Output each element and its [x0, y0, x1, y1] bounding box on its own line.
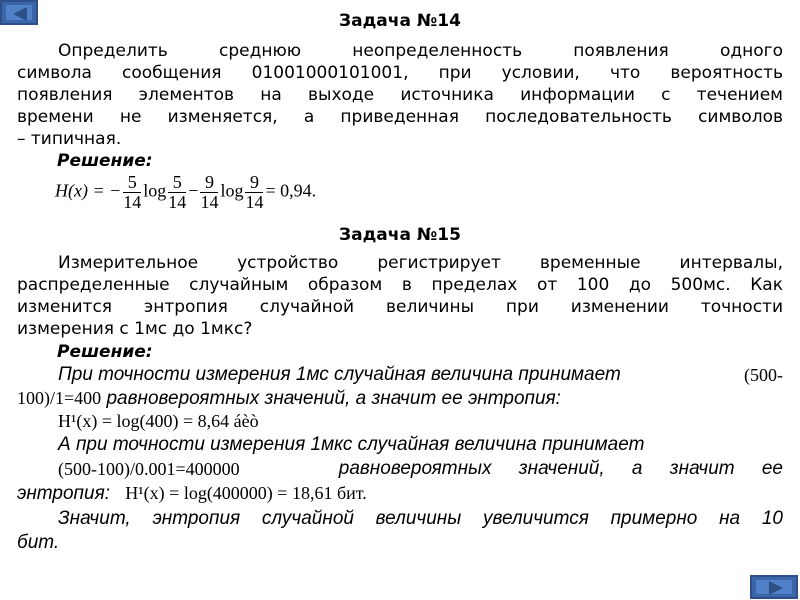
solution-text-part: При точности измерения 1мс случайная величина принимает [58, 364, 621, 385]
frac-den: 14 [123, 192, 142, 212]
frac-num: 9 [245, 173, 263, 193]
task15-line: изменится энтропия случайной величины при изменении точности [17, 297, 783, 317]
task14-line: – типичная. [17, 129, 122, 149]
task15-title: Задача №15 [339, 225, 461, 245]
triangle-right-icon [769, 581, 783, 595]
minus: − [188, 180, 199, 201]
task15-line: измерения с 1мс до 1мкс? [17, 319, 253, 339]
task14-line: символа сообщения 01001000101001, при условии, что вероятность [17, 63, 783, 83]
task14-title: Задача №14 [339, 11, 461, 31]
task14-formula [55, 173, 316, 212]
formula-entropy-1ms: H¹(x) = log(400) = 8,64 áèò [58, 411, 259, 431]
formula-entropy-1us: H¹(x) = log(400000) = 18,61 бит. [125, 483, 367, 503]
task14-line: времени не изменяется, а приведенная последовательность символов [17, 107, 783, 127]
solution-text [17, 387, 561, 410]
solution-text-part: энтропия: [17, 483, 110, 504]
solution-text [58, 458, 783, 480]
solution-text-part: 100)/1=400 [17, 388, 102, 408]
task14-line: появления элементов на выходе источника информации с течением [17, 85, 783, 105]
frac-num: 5 [123, 173, 141, 193]
prev-slide-button[interactable] [0, 0, 38, 25]
solution-text [17, 482, 367, 505]
task14-solution-label: Решение: [57, 151, 153, 171]
frac-den: 14 [200, 192, 219, 212]
log: log [220, 180, 244, 201]
task14-line: Определить среднюю неопределенность появления одного [58, 41, 783, 61]
frac-num: 5 [168, 173, 186, 193]
frac-num: 9 [200, 173, 218, 193]
log: log [143, 180, 167, 201]
triangle-left-icon [13, 7, 27, 21]
solution-text-part: равновероятных значений, а значит ее [338, 458, 783, 479]
formula-lhs: H(x) = − [55, 180, 122, 201]
solution-text [58, 364, 783, 386]
task15-line: Измерительное устройство регистрирует временные интервалы, [58, 253, 783, 273]
formula-rhs: = 0,94. [265, 180, 317, 201]
solution-text: бит. [17, 532, 60, 553]
frac-den: 14 [168, 192, 187, 212]
solution-text-part: (500-100)/0.001=400000 [58, 459, 240, 479]
solution-text: А при точности измерения 1мкс случайная величина принимает [58, 434, 645, 455]
frac-den: 14 [245, 192, 264, 212]
solution-text: Значит, энтропия случайной величины увеличится примерно на 10 [58, 508, 783, 529]
task15-line: распределенные случайным образом в пределах от 100 до 500мс. Как [17, 275, 783, 295]
task15-solution-label: Решение: [57, 342, 153, 362]
solution-text-part: равновероятных значений, а значит ее энтропия: [106, 388, 561, 409]
solution-text-part: (500- [744, 365, 783, 385]
next-slide-button[interactable] [750, 575, 798, 599]
